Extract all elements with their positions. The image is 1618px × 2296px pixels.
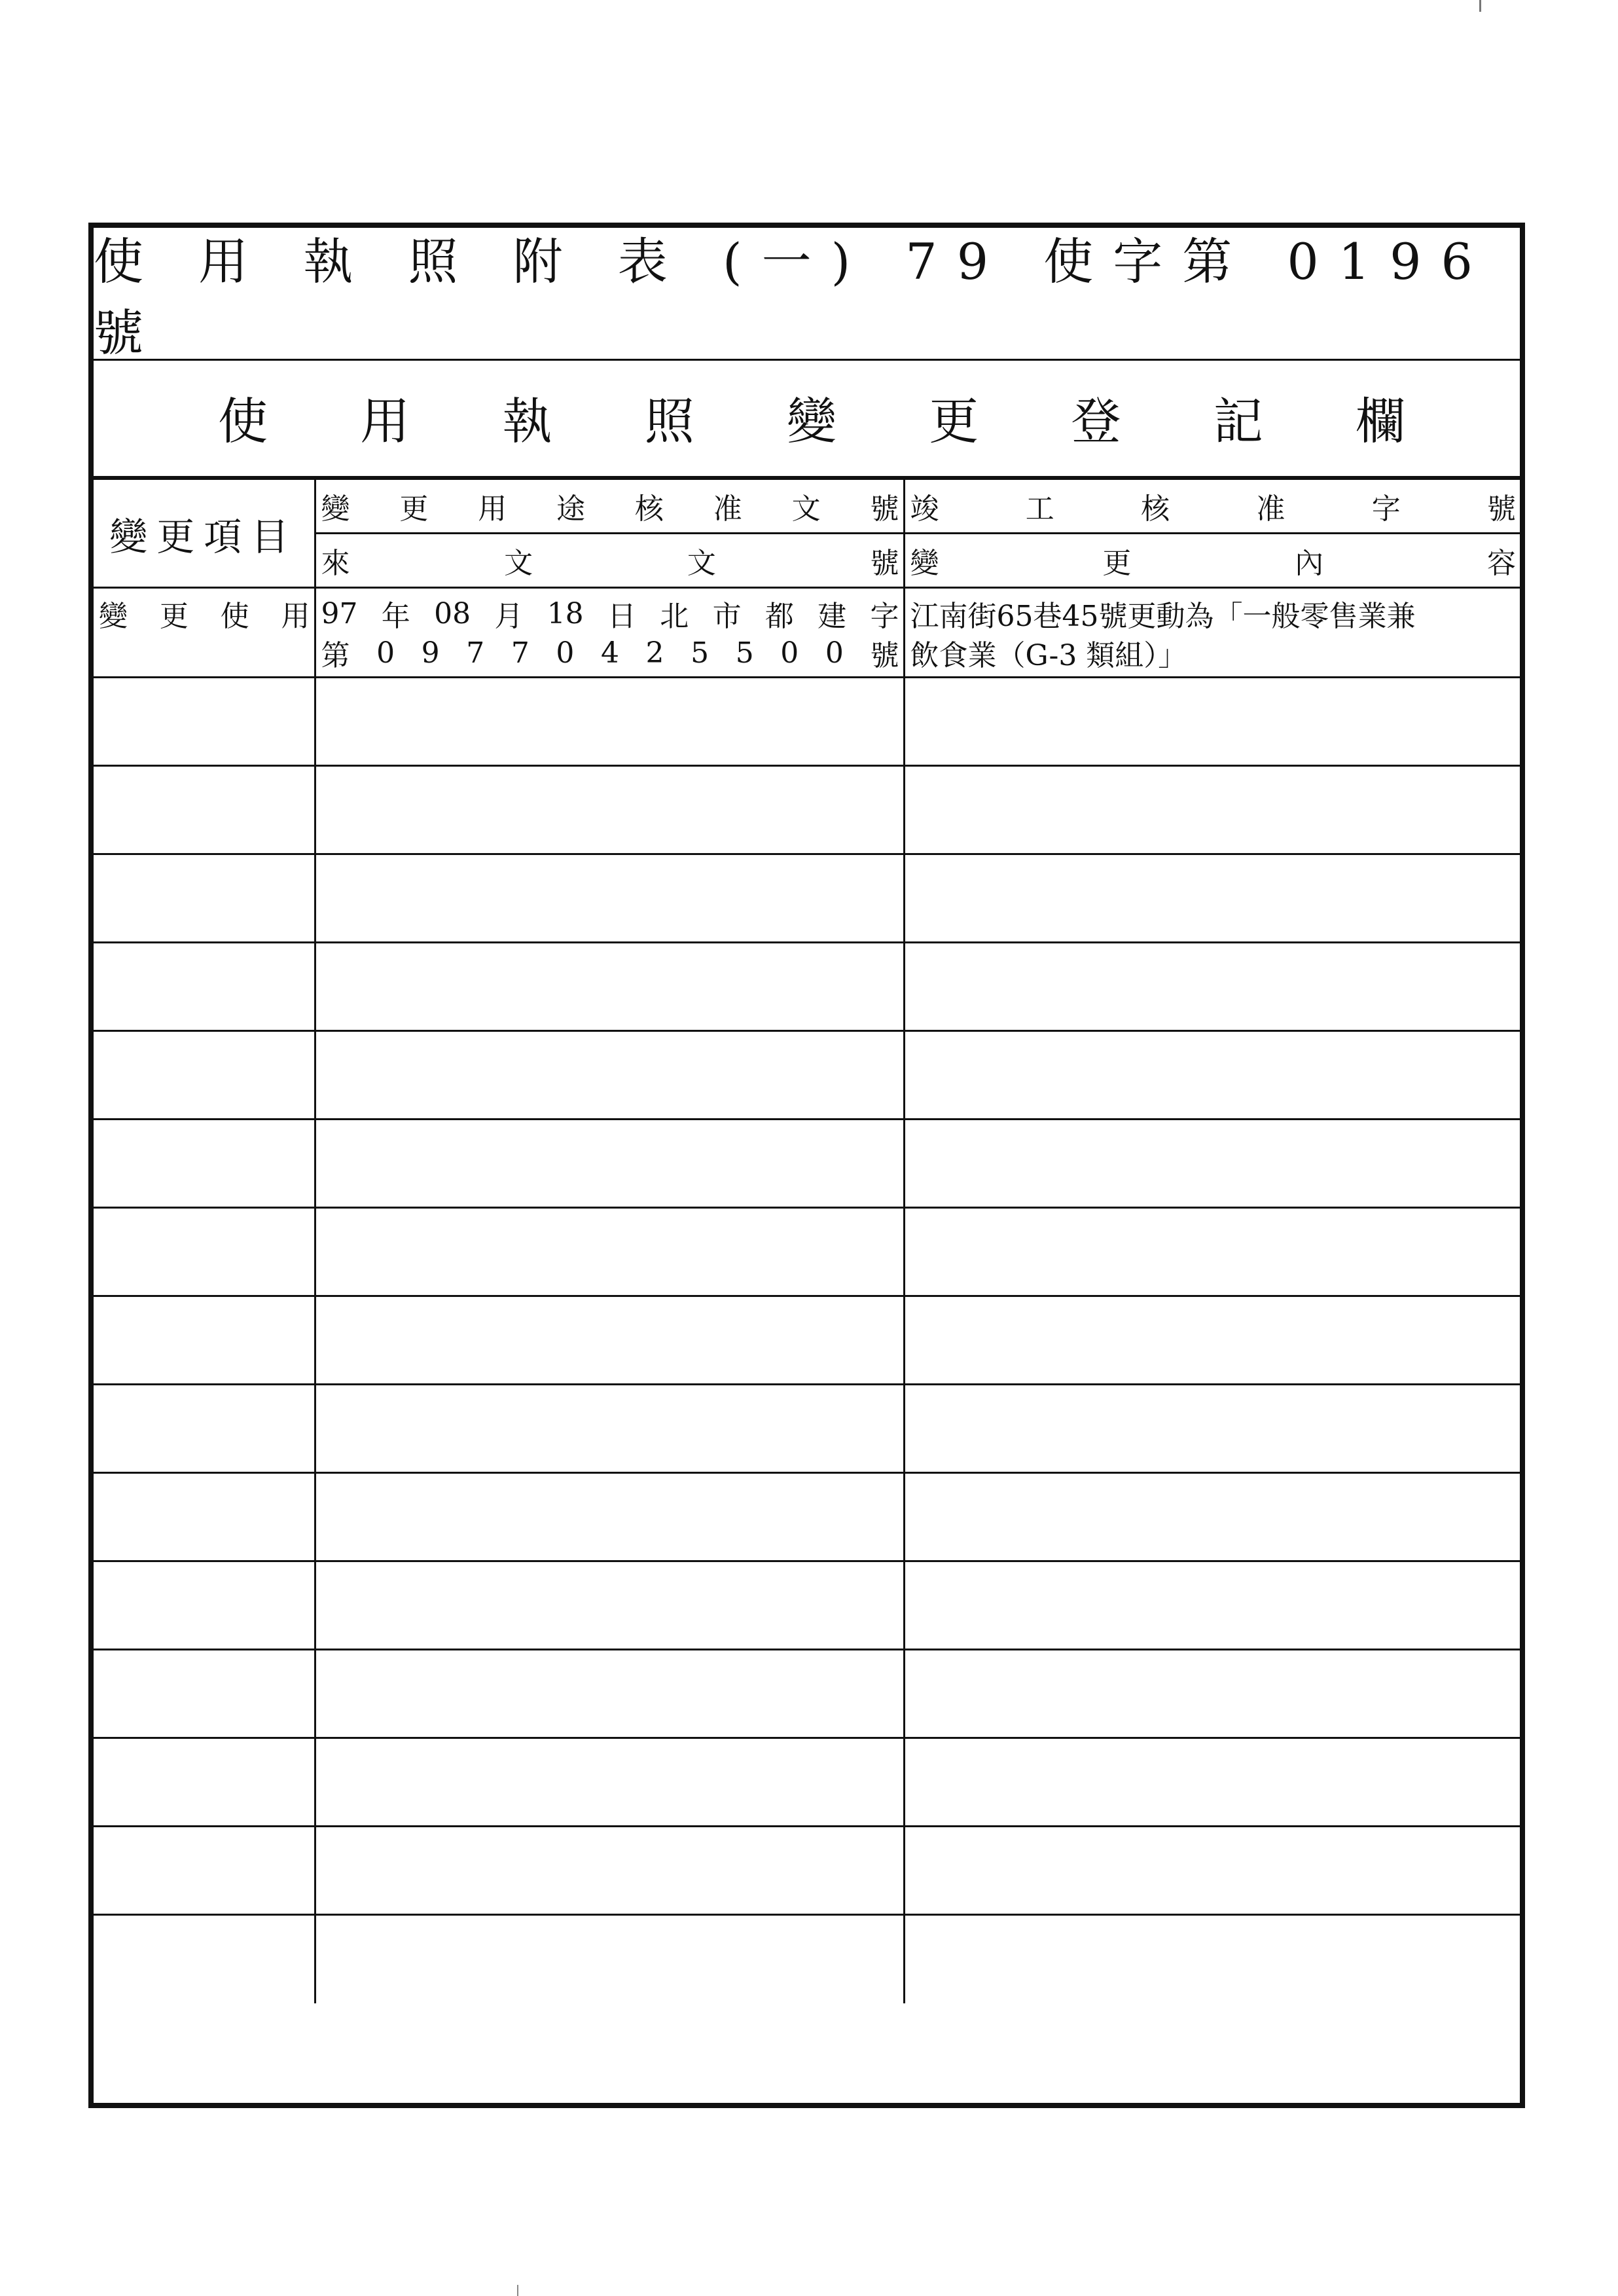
empty-cell bbox=[94, 1296, 315, 1385]
doc-token: 字 bbox=[870, 600, 899, 633]
header-char: 准 bbox=[1256, 492, 1285, 526]
empty-cell bbox=[94, 943, 315, 1031]
empty-cell bbox=[315, 1031, 904, 1120]
header-char: 變 bbox=[321, 492, 350, 526]
permit-attachment-form bbox=[88, 223, 1525, 2108]
doc-token: 年 bbox=[381, 600, 410, 633]
header-char: 文 bbox=[504, 547, 533, 580]
table-row bbox=[94, 678, 1520, 766]
header-char: 號 bbox=[1486, 492, 1516, 526]
empty-cell bbox=[904, 1738, 1520, 1827]
header-char: 工 bbox=[1025, 492, 1054, 526]
empty-cell bbox=[94, 854, 315, 943]
doc-token: 4 bbox=[600, 636, 619, 670]
header-char: 號 bbox=[870, 547, 899, 580]
empty-cell bbox=[315, 1296, 904, 1385]
header-char: 核 bbox=[1141, 492, 1170, 526]
empty-cell bbox=[94, 1385, 315, 1473]
empty-cell bbox=[315, 766, 904, 854]
empty-cell bbox=[94, 1473, 315, 1561]
subtitle-char: 更 bbox=[929, 392, 979, 450]
header-char: 文 bbox=[687, 547, 716, 580]
doc-token: 建 bbox=[818, 600, 847, 633]
subtitle-char: 使 bbox=[218, 392, 268, 450]
doc-token: 5 bbox=[691, 636, 710, 670]
subtitle-char: 欄 bbox=[1356, 392, 1405, 450]
header-incoming-doc-no bbox=[315, 534, 904, 588]
table-row bbox=[94, 943, 1520, 1031]
empty-cell bbox=[94, 1208, 315, 1296]
doc-token: 2 bbox=[645, 636, 664, 670]
header-char: 文 bbox=[791, 492, 821, 526]
empty-cell bbox=[315, 943, 904, 1031]
empty-cell bbox=[315, 854, 904, 943]
empty-cell bbox=[315, 1208, 904, 1296]
empty-cell bbox=[904, 1120, 1520, 1208]
header-char: 號 bbox=[870, 492, 899, 526]
subtitle-char: 記 bbox=[1213, 392, 1263, 450]
content-line-2: 飲食業（G-3 類組）」 bbox=[910, 639, 1187, 672]
doc-token: 第 bbox=[321, 639, 350, 672]
header-char: 來 bbox=[321, 547, 350, 580]
empty-cell bbox=[315, 1650, 904, 1738]
empty-cell bbox=[94, 678, 315, 766]
empty-cell bbox=[904, 1296, 1520, 1385]
empty-cell bbox=[904, 1827, 1520, 1915]
table-row bbox=[94, 1561, 1520, 1650]
header-char: 變 bbox=[910, 547, 939, 580]
table-row bbox=[94, 766, 1520, 854]
cell-change-content bbox=[904, 588, 1520, 678]
empty-cell bbox=[904, 1385, 1520, 1473]
cell-change-item bbox=[94, 588, 315, 678]
doc-token: 月 bbox=[494, 600, 524, 633]
cell-doc-number bbox=[315, 588, 904, 678]
table-row bbox=[94, 1915, 1520, 2004]
table-row bbox=[94, 1650, 1520, 1738]
table-row bbox=[94, 1208, 1520, 1296]
subtitle-char: 照 bbox=[644, 392, 694, 450]
doc-token: 9 bbox=[421, 636, 440, 670]
doc-token: 18 bbox=[547, 596, 584, 630]
doc-token: 都 bbox=[764, 600, 794, 633]
header-char: 核 bbox=[634, 492, 664, 526]
item-char: 用 bbox=[281, 600, 310, 633]
table-row bbox=[94, 1296, 1520, 1385]
table-row bbox=[94, 1738, 1520, 1827]
table-row bbox=[94, 1031, 1520, 1120]
header-char: 竣 bbox=[910, 492, 939, 526]
doc-token: 08 bbox=[434, 596, 471, 630]
empty-cell bbox=[94, 1915, 315, 2004]
empty-cell bbox=[315, 1827, 904, 1915]
doc-token: 市 bbox=[712, 600, 742, 633]
doc-token: 0 bbox=[556, 636, 575, 670]
doc-token: 5 bbox=[735, 636, 754, 670]
header-char: 准 bbox=[713, 492, 742, 526]
table-row bbox=[94, 1473, 1520, 1561]
empty-cell bbox=[94, 1120, 315, 1208]
empty-cell bbox=[904, 943, 1520, 1031]
empty-cell bbox=[94, 1738, 315, 1827]
empty-cell bbox=[94, 1827, 315, 1915]
doc-token: 97 bbox=[321, 596, 358, 630]
empty-cell bbox=[904, 766, 1520, 854]
doc-token: 0 bbox=[376, 636, 395, 670]
empty-cell bbox=[315, 1915, 904, 2004]
header-char: 內 bbox=[1295, 547, 1324, 580]
form-subtitle bbox=[94, 359, 1520, 478]
header-char: 更 bbox=[1102, 547, 1132, 580]
empty-cell bbox=[94, 766, 315, 854]
header-approval-doc-no bbox=[315, 479, 904, 534]
empty-cell bbox=[315, 1738, 904, 1827]
header-char: 更 bbox=[399, 492, 429, 526]
table-row bbox=[94, 1827, 1520, 1915]
header-char: 途 bbox=[556, 492, 586, 526]
empty-cell bbox=[904, 1915, 1520, 2004]
empty-cell bbox=[315, 1473, 904, 1561]
scan-edge-mark bbox=[517, 2285, 518, 2296]
doc-token: 0 bbox=[825, 636, 844, 670]
empty-cell bbox=[315, 1561, 904, 1650]
empty-cell bbox=[904, 1561, 1520, 1650]
form-title: 使 用 執 照 附 表 (一) 79 使字第 0196 號 bbox=[94, 228, 1520, 361]
empty-cell bbox=[315, 1385, 904, 1473]
content-line-1: 江南街65巷45號更動為「一般零售業兼 bbox=[910, 600, 1416, 633]
table-row bbox=[94, 854, 1520, 943]
item-char: 變 bbox=[99, 600, 128, 633]
table-row bbox=[94, 1385, 1520, 1473]
table-row bbox=[94, 588, 1520, 678]
header-change-item: 變更項目 bbox=[94, 479, 315, 588]
subtitle-char: 執 bbox=[502, 392, 552, 450]
header-completion-approval-no bbox=[904, 479, 1520, 534]
empty-cell bbox=[94, 1031, 315, 1120]
table-row bbox=[94, 1120, 1520, 1208]
empty-cell bbox=[315, 678, 904, 766]
header-char: 字 bbox=[1371, 492, 1401, 526]
doc-token: 0 bbox=[780, 636, 799, 670]
doc-token: 號 bbox=[870, 639, 899, 672]
doc-token: 7 bbox=[511, 636, 530, 670]
doc-line-1 bbox=[321, 594, 899, 633]
empty-cell bbox=[904, 1031, 1520, 1120]
header-char: 容 bbox=[1486, 547, 1516, 580]
subtitle-char: 登 bbox=[1071, 392, 1121, 450]
empty-cell bbox=[904, 678, 1520, 766]
doc-line-2 bbox=[321, 633, 899, 672]
subtitle-char: 變 bbox=[787, 392, 836, 450]
subtitle-char: 用 bbox=[360, 392, 410, 450]
item-char: 更 bbox=[159, 600, 189, 633]
empty-cell bbox=[904, 1473, 1520, 1561]
empty-cell bbox=[904, 1650, 1520, 1738]
doc-token: 7 bbox=[466, 636, 485, 670]
table-header-row bbox=[94, 479, 1520, 534]
item-char: 使 bbox=[220, 600, 249, 633]
header-char: 用 bbox=[478, 492, 507, 526]
change-register-table bbox=[94, 478, 1520, 2003]
empty-cell bbox=[904, 1208, 1520, 1296]
scan-edge-mark bbox=[1479, 0, 1481, 12]
empty-cell bbox=[94, 1650, 315, 1738]
doc-token: 日 bbox=[607, 600, 636, 633]
empty-cell bbox=[904, 854, 1520, 943]
header-change-content bbox=[904, 534, 1520, 588]
empty-cell bbox=[94, 1561, 315, 1650]
empty-cell bbox=[315, 1120, 904, 1208]
doc-token: 北 bbox=[660, 600, 689, 633]
